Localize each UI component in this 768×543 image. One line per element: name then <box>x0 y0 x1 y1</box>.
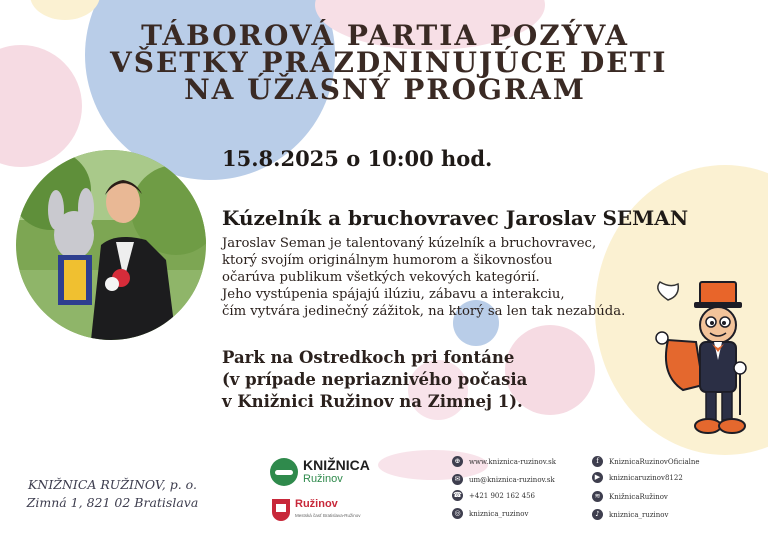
address-line-1: KNIŽNICA RUŽINOV, p. o. <box>28 477 197 492</box>
contact-facebook-text: KniznicaRuzinovOficialne <box>609 457 700 466</box>
contact-website[interactable] <box>452 456 556 467</box>
kniznica-ruzinov-logo <box>270 458 370 486</box>
mail-icon: ✉ <box>452 474 463 485</box>
description-line: ktorý svojím originálnym humorom a šikovnosťou <box>222 253 553 268</box>
bg-circle-yellow-top-left <box>30 0 100 20</box>
title-line-2: VŠETKY PRÁZDNINUJÚCE DETI <box>110 46 668 79</box>
tiktok-icon: ♪ <box>592 509 603 520</box>
title-line-3: NA ÚŽASNÝ PROGRAM <box>184 73 586 106</box>
event-title <box>110 19 668 106</box>
contact-email[interactable] <box>452 474 555 485</box>
library-address <box>20 476 205 512</box>
location-line: Park na Ostredkoch pri fontáne <box>222 348 515 367</box>
location-line: v Knižnici Ružinov na Zimnej 1). <box>222 392 523 411</box>
contact-instagram-text: kniznica_ruzinov <box>469 509 529 518</box>
contact-tiktok[interactable] <box>592 509 668 520</box>
ruzinov-logo-text: Ružinov <box>295 498 338 510</box>
kniznica-logo-mark-icon <box>270 458 298 486</box>
mascot-illustration <box>648 280 758 440</box>
contact-tiktok-text: kniznica_ruzinov <box>609 510 669 519</box>
spotify-icon: ≋ <box>592 491 603 502</box>
description-line: čím vytvára jedinečný zážitok, na ktorý sa len tak nezabúda. <box>222 304 626 319</box>
contact-youtube-text: kniznicaruzinov8122 <box>609 473 683 482</box>
description-line: Jeho vystúpenia spájajú ilúziu, zábavu a interakciu, <box>222 287 565 302</box>
ruzinov-coat-of-arms-icon <box>272 499 290 521</box>
bg-circle-pink-top-left <box>0 45 82 167</box>
contact-facebook[interactable] <box>592 456 700 467</box>
contact-website-text: www.kniznica-ruzinov.sk <box>469 457 556 466</box>
contact-email-text: um@kniznica-ruzinov.sk <box>469 475 555 484</box>
contact-instagram[interactable] <box>452 508 528 519</box>
phone-icon: ☎ <box>453 491 462 499</box>
title-line-1: TÁBOROVÁ PARTIA POZÝVA <box>141 19 629 52</box>
address-line-2: Zimná 1, 821 02 Bratislava <box>26 495 199 510</box>
instagram-icon: ◎ <box>452 508 463 519</box>
ruzinov-logo-subtext: Mestská časť Bratislava-Ružinov <box>295 513 361 518</box>
contact-spotify[interactable] <box>592 491 668 502</box>
performer-photo <box>16 150 206 340</box>
contact-phone[interactable] <box>452 490 535 501</box>
contact-youtube[interactable] <box>592 472 683 483</box>
performer-name: Kúzelník a bruchovravec Jaroslav SEMAN <box>222 206 689 230</box>
description-line: Jaroslav Seman je talentovaný kúzelník a bruchovravec, <box>222 236 597 251</box>
contact-spotify-text: KnižnicaRužinov <box>609 492 668 501</box>
event-location <box>222 347 527 413</box>
kniznica-logo-text: KNIŽNICA <box>303 457 370 473</box>
globe-icon: ⊕ <box>452 456 463 467</box>
description-line: očarúva publikum všetkých vekových kategórií. <box>222 270 540 285</box>
location-line: (v prípade nepriaznivého počasia <box>222 370 528 389</box>
contact-phone-text: +421 902 162 456 <box>469 491 535 500</box>
event-datetime: 15.8.2025 o 10:00 hod. <box>222 146 493 171</box>
facebook-icon: f <box>592 456 603 467</box>
ruzinov-district-logo <box>272 499 360 521</box>
kniznica-logo-subtext: Ružinov <box>303 473 343 485</box>
performer-description <box>222 235 642 320</box>
youtube-icon: ▶ <box>592 472 603 483</box>
